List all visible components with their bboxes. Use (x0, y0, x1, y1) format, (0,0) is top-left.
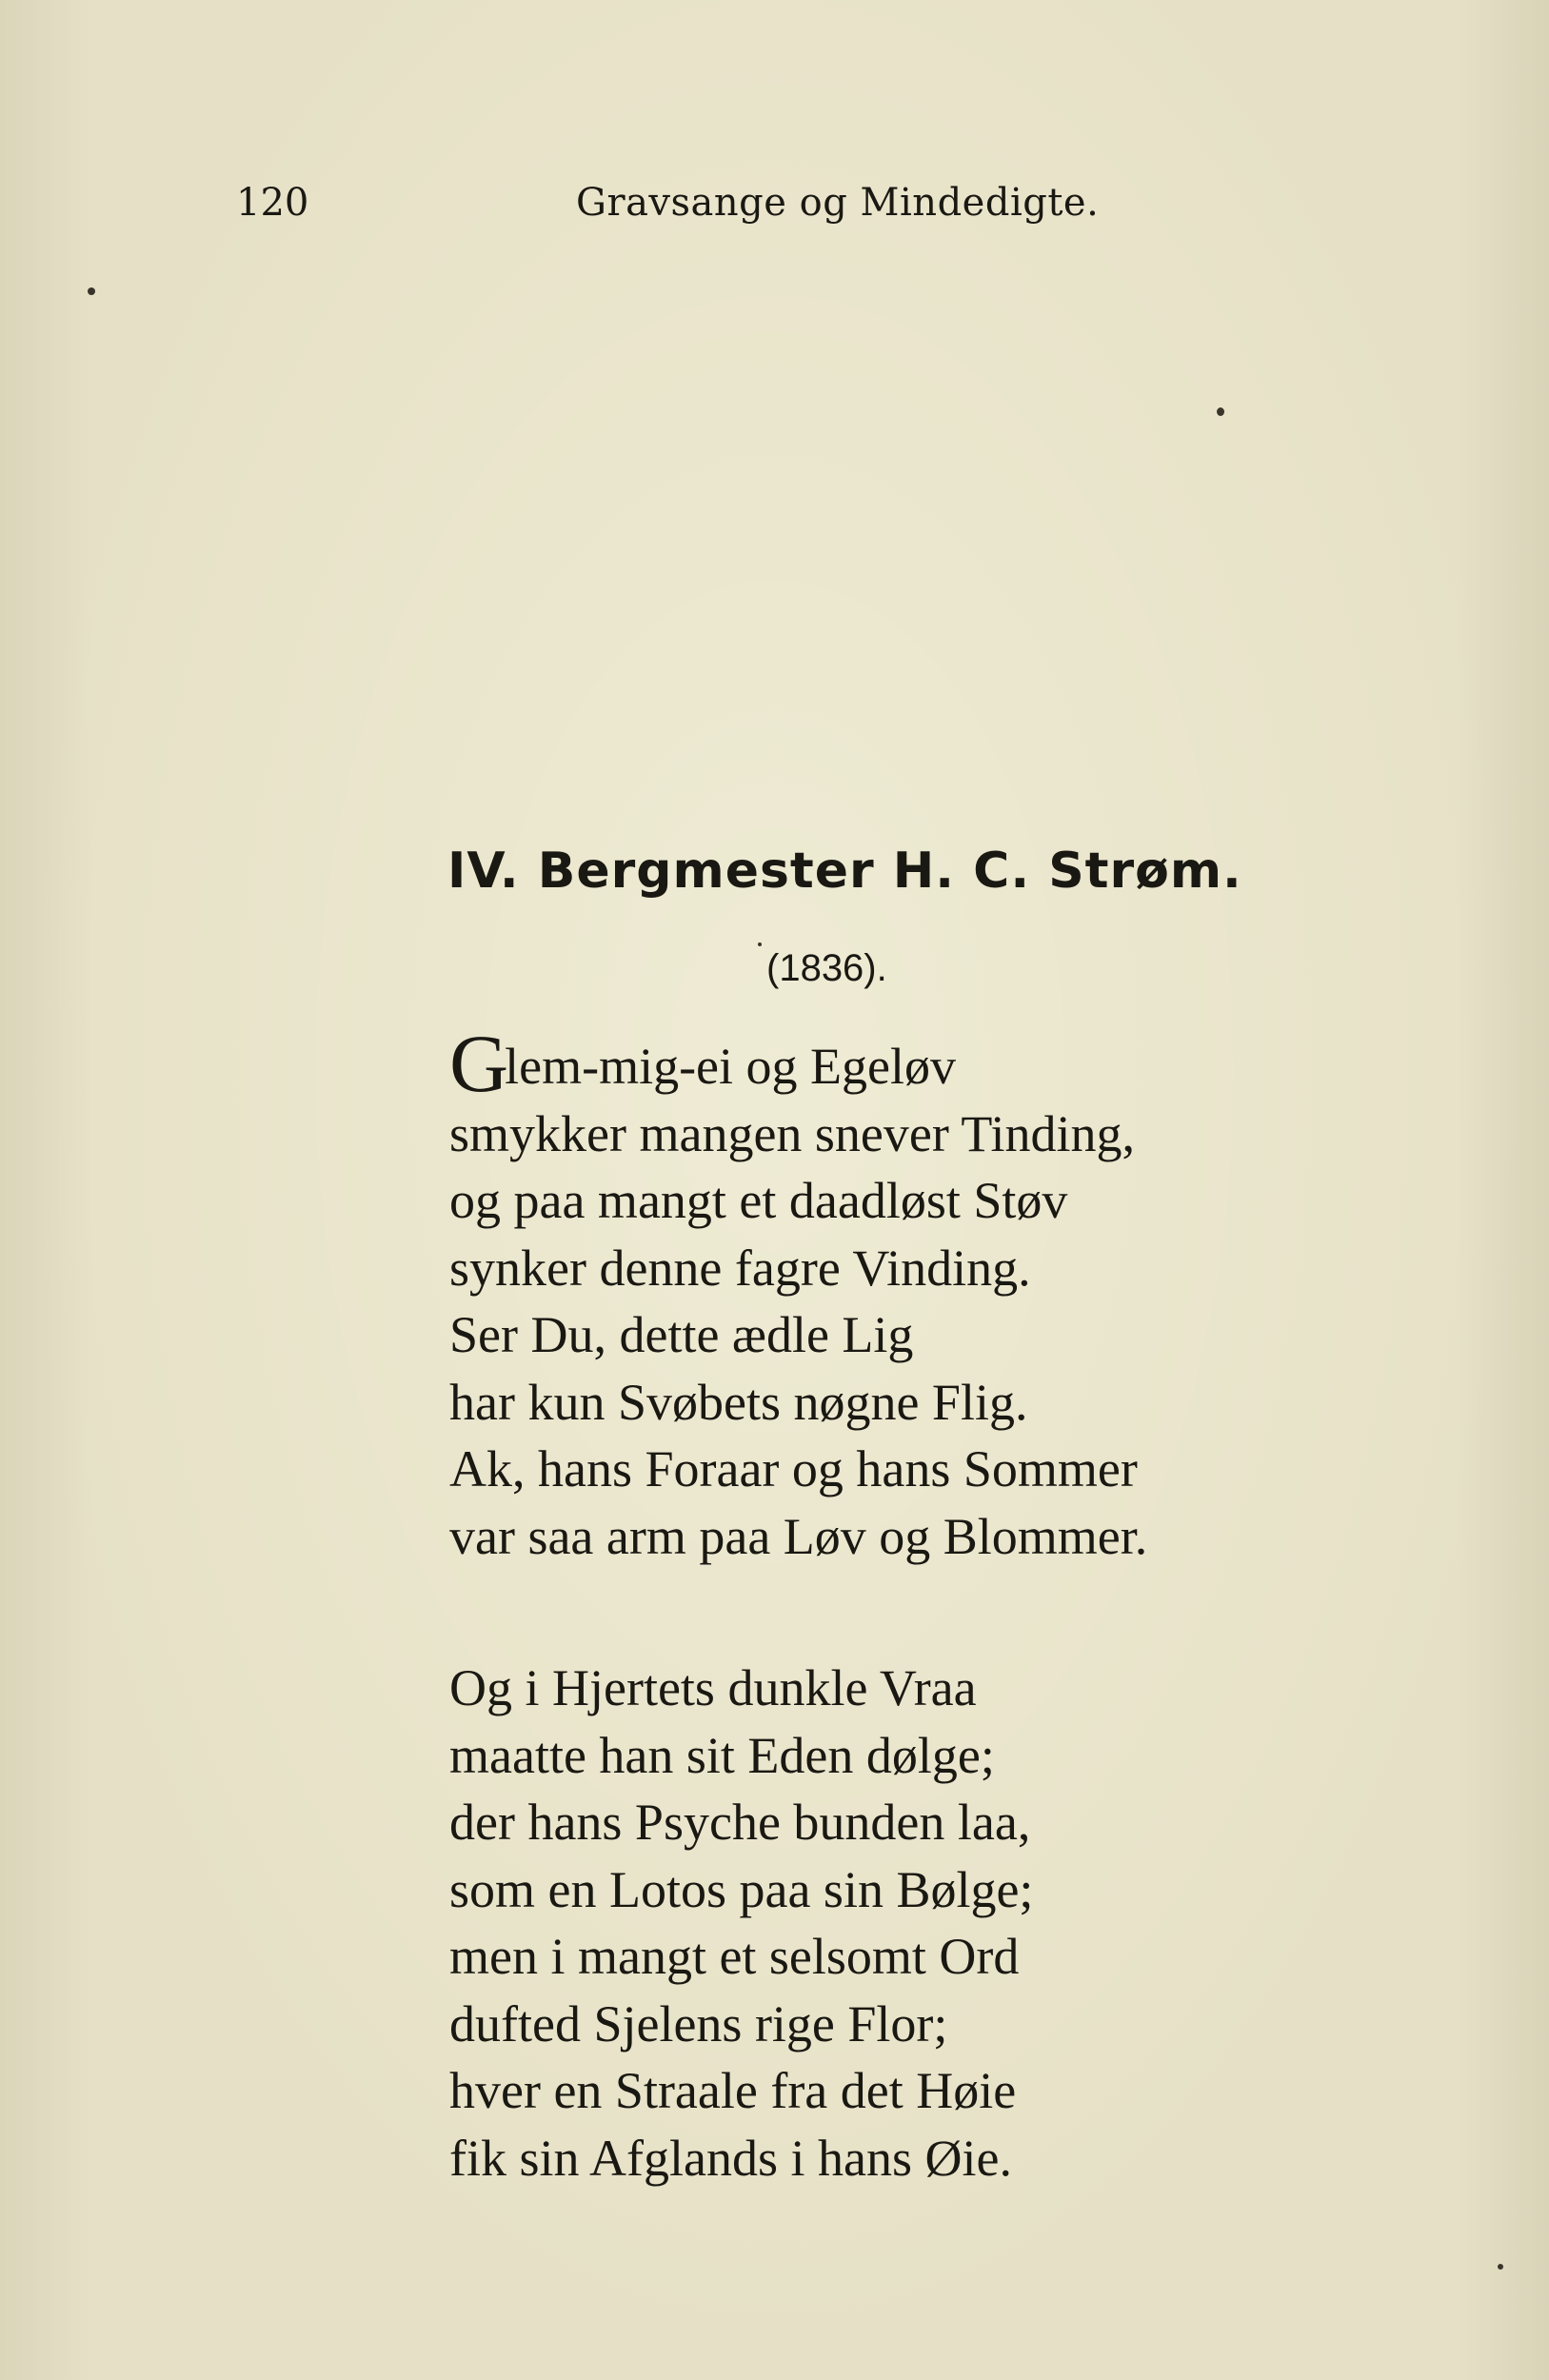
page-header (0, 181, 1549, 238)
poem-line: var saa arm paa Løv og Blommer. (449, 1507, 1148, 1565)
poem-line: men i mangt et selsomt Ord (449, 1928, 1020, 1985)
poem-line: som en Lotos paa sin Bølge; (449, 1860, 1034, 1918)
poem-line: Ser Du, dette ædle Lig (449, 1306, 914, 1363)
section-year: (1836). (766, 947, 887, 989)
poem-line: synker denne fagre Vinding. (449, 1239, 1031, 1297)
page-number: 120 (236, 181, 309, 225)
poem-line: og paa mangt et daadløst Støv (449, 1172, 1068, 1229)
poem-line: hver en Straale fra det Høie (449, 2062, 1017, 2119)
poem-line: Og i Hjertets dunkle Vraa (449, 1659, 977, 1716)
poem-line: har kun Svøbets nøgne Flig. (449, 1373, 1028, 1431)
paper-speck (758, 942, 762, 946)
section-title: IV. Bergmester H. C. Strøm. (447, 843, 1242, 900)
paper-speck (88, 288, 95, 295)
poem-line: der hans Psyche bunden laa, (449, 1794, 1031, 1851)
poem-line: maatte han sit Eden dølge; (449, 1726, 995, 1784)
poem-line: fik sin Afglands i hans Øie. (449, 2129, 1012, 2187)
poem-line: smykker mangen snever Tinding, (449, 1104, 1135, 1162)
paper-speck (1498, 2264, 1503, 2270)
paper-speck (1217, 407, 1224, 416)
first-line-text: lem-mig-ei og Egeløv (505, 1038, 956, 1095)
stanza-2 (449, 1655, 1401, 2192)
running-title: Gravsange og Mindedigte. (576, 181, 1100, 225)
drop-cap: G (449, 1018, 509, 1109)
stanza-1 (449, 1018, 1401, 1570)
poem-line: Ak, hans Foraar og hans Sommer (449, 1440, 1138, 1497)
poem-line: dufted Sjelens rige Flor; (449, 1994, 948, 2053)
poem-line (449, 1018, 1401, 1109)
